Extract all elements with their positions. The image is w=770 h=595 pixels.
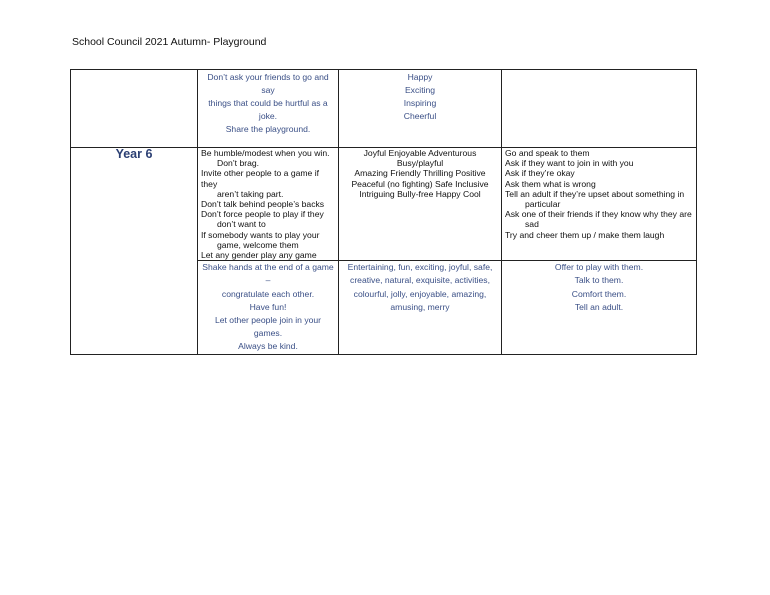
playground-values-table (70, 69, 697, 355)
feelings-cell (339, 148, 502, 261)
list-item: If somebody wants to play your (201, 229, 320, 240)
list-item: Have fun! (249, 301, 287, 312)
list-item: Be humble/modest when you win. (201, 148, 330, 158)
list-item: Cheerful (403, 111, 437, 121)
list-item: Ask one of their friends if they know why they are (505, 209, 692, 220)
list-item: joke. (258, 111, 278, 121)
list-item: Exciting (404, 85, 436, 95)
table-row (71, 148, 697, 261)
list-item: creative, natural, exquisite, activities, (350, 275, 490, 286)
rules-cell (198, 261, 339, 354)
page-title: School Council 2021 Autumn- Playground (72, 36, 267, 48)
list-item: Talk to them. (574, 275, 624, 286)
feelings-cell (339, 70, 502, 148)
feelings-cell (339, 261, 502, 354)
list-item: aren’t taking part. (217, 188, 284, 199)
list-item: Tell an adult. (574, 301, 624, 312)
list-item: Let other people join in your games. (214, 315, 322, 339)
list-item: Intriguing Bully-free Happy Cool (359, 188, 481, 199)
list-item: colourful, jolly, enjoyable, amazing, (353, 288, 487, 299)
list-item: Invite other people to a game if they (201, 168, 320, 189)
rules-cell (198, 70, 339, 148)
list-item: Go and speak to them (505, 148, 590, 158)
year-label: Year 6 (71, 148, 198, 355)
list-item: Ask if they want to join in with you (505, 158, 634, 169)
list-item: amusing, merry (390, 301, 450, 312)
list-item: Shake hands at the end of a game – (202, 262, 334, 286)
list-item: particular (525, 199, 561, 210)
list-item: sad (525, 219, 539, 230)
list-item: Don’t talk behind people’s backs (201, 199, 325, 210)
list-item: Ask them what is wrong (505, 178, 596, 189)
list-item: Happy (407, 72, 433, 82)
list-item: congratulate each other. (221, 288, 315, 299)
list-item: Inspiring (403, 98, 437, 108)
table-row (71, 70, 697, 148)
list-item: Tell an adult if they’re upset about something in (505, 188, 685, 199)
list-item: Try and cheer them up / make them laugh (505, 229, 665, 240)
list-item: Don’t ask your friends to go and say (207, 72, 329, 95)
list-item: Don’t force people to play if they (201, 209, 324, 220)
list-item: Entertaining, fun, exciting, joyful, safe, (347, 262, 493, 273)
list-item: Share the playground. (225, 124, 311, 134)
list-item: Always be kind. (238, 341, 298, 352)
actions-cell (502, 261, 697, 354)
list-item: don’t want to (217, 219, 266, 230)
list-item: Let any gender play any game (201, 250, 317, 261)
list-item: Peaceful (no fighting) Safe Inclusive (351, 178, 489, 189)
list-item: Offer to play with them. (554, 262, 644, 273)
rules-cell (198, 148, 339, 261)
list-item: Comfort them. (571, 288, 627, 299)
list-item: Amazing Friendly Thrilling Positive (354, 168, 486, 179)
list-item: things that could be hurtful as a (208, 98, 328, 108)
list-item: game, welcome them (217, 239, 299, 250)
actions-cell-empty (502, 70, 697, 148)
list-item: Joyful Enjoyable Adventurous Busy/playful (363, 148, 477, 169)
year-cell-empty (71, 70, 198, 148)
list-item: Ask if they’re okay (505, 168, 575, 179)
actions-cell (502, 148, 697, 261)
list-item: Don’t brag. (217, 158, 260, 169)
